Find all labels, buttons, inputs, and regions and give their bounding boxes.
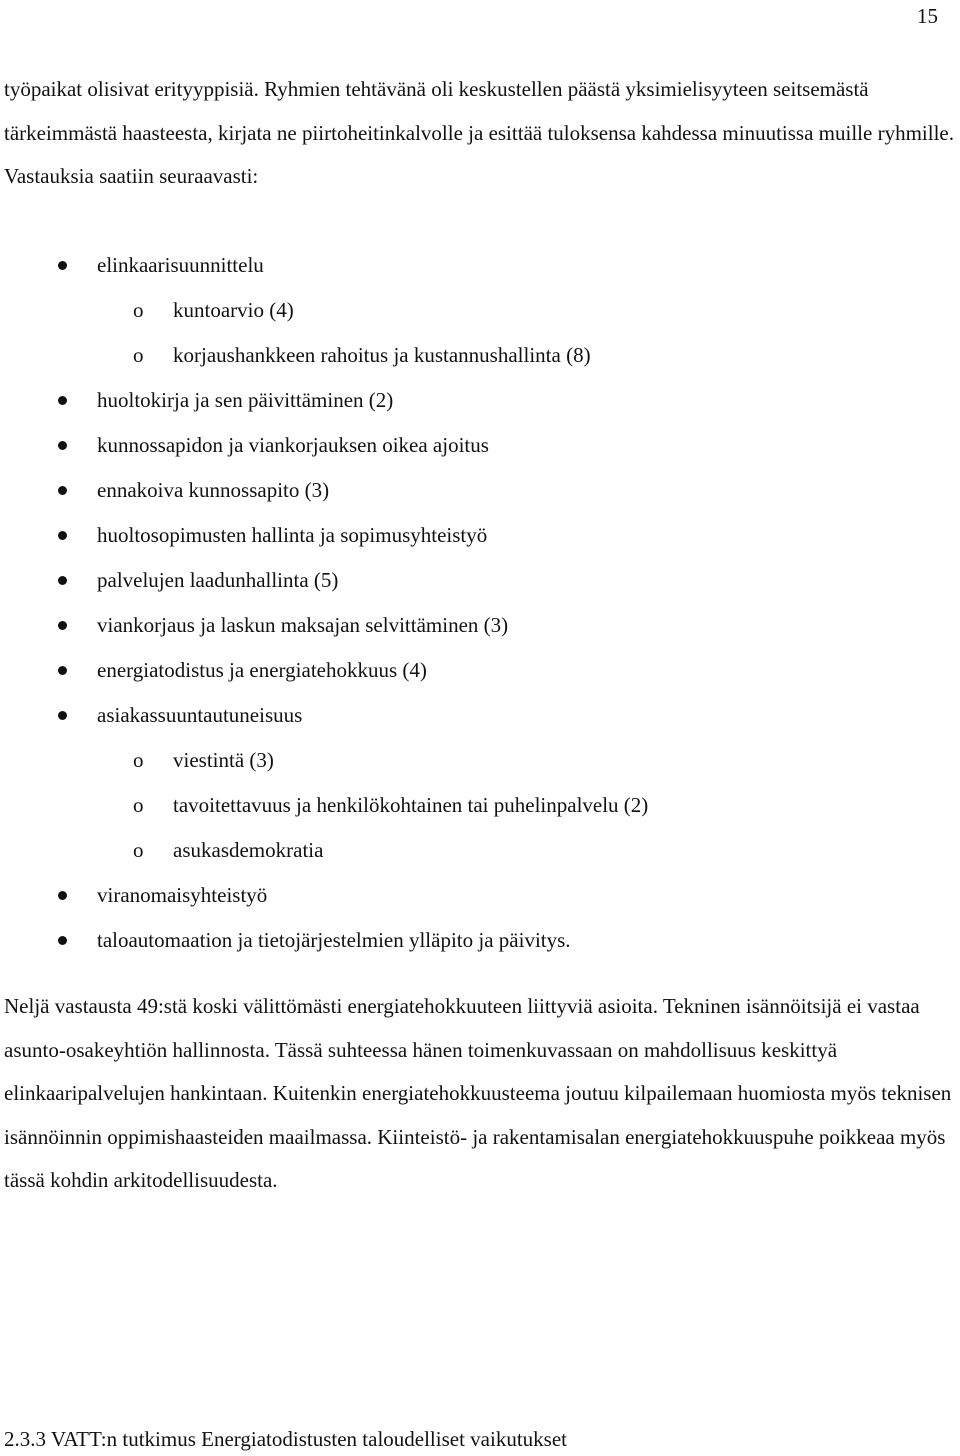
list-item-text: energiatodistus ja energiatehokkuus (4) [97, 658, 427, 682]
sub-list-item [0, 288, 950, 333]
list-item-text: huoltokirja ja sen päivittäminen (2) [97, 388, 394, 412]
bullet-icon [58, 261, 67, 270]
list-item [0, 558, 950, 603]
sub-list-item [0, 828, 950, 873]
sub-list-item [0, 333, 950, 378]
bullet-icon [58, 621, 67, 630]
sub-list-item [0, 783, 950, 828]
list-item-text: viestintä (3) [173, 748, 274, 772]
sub-bullet-marker: o [133, 838, 144, 862]
list-item-text: asukasdemokratia [173, 838, 324, 862]
list-item-text: elinkaarisuunnittelu [97, 253, 264, 277]
list-item-text: tavoitettavuus ja henkilökohtainen tai puhelinpalvelu (2) [173, 793, 649, 817]
list-item [0, 243, 950, 288]
answers-list [0, 243, 950, 963]
bullet-icon [58, 486, 67, 495]
list-item-text: taloautomaation ja tietojärjestelmien ylläpito ja päivitys. [97, 928, 571, 952]
section-heading: 2.3.3 VATT:n tutkimus Energiatodistusten taloudelliset vaikutukset [4, 1427, 568, 1451]
bullet-icon [58, 891, 67, 900]
sub-bullet-marker: o [133, 298, 144, 322]
list-item-text: palvelujen laadunhallinta (5) [97, 568, 339, 592]
sub-list-item [0, 738, 950, 783]
list-item [0, 648, 950, 693]
bullet-icon [58, 531, 67, 540]
closing-paragraph: Neljä vastausta 49:stä koski välittömästi energiatehokkuuteen liittyviä asioita. Tekninen isännöitsijä ei vastaa asunto-osakeyhtiön hallinnosta. Tässä suhteessa hänen toimenkuvassaan on mahdollisuus keskittyä elinkaaripalvelujen hankintaan. Kuitenkin energiatehokkuusteema joutuu kilpailemaan huomiosta myös teknisen isännöinnin oppimishaasteiden maailmassa. Kiinteistö- ja rakentamisalan energiatehokkuuspuhe poikkeaa myös tässä kohdin arkitodellisuudesta. [4, 994, 952, 1192]
bullet-icon [58, 441, 67, 450]
list-item-text: korjaushankkeen rahoitus ja kustannushallinta (8) [173, 343, 591, 367]
list-item [0, 918, 950, 963]
list-item-text: huoltosopimusten hallinta ja sopimusyhteistyö [97, 523, 488, 547]
sub-bullet-marker: o [133, 343, 144, 367]
list-item-text: asiakassuuntautuneisuus [97, 703, 303, 727]
list-item-text: ennakoiva kunnossapito (3) [97, 478, 330, 502]
list-item [0, 513, 950, 558]
bullet-icon [58, 396, 67, 405]
bullet-icon [58, 711, 67, 720]
bullet-icon [58, 936, 67, 945]
list-item-text: viankorjaus ja laskun maksajan selvittäminen (3) [97, 613, 509, 637]
page-number: 15 [917, 4, 938, 28]
list-item-text: viranomaisyhteistyö [97, 883, 268, 907]
list-item [0, 873, 950, 918]
list-item-text: kuntoarvio (4) [173, 298, 294, 322]
intro-paragraph: työpaikat olisivat erityyppisiä. Ryhmien tehtävänä oli keskustellen päästä yksimielisyyteen seitsemästä tärkeimmästä haasteesta, kirjata ne piirtoheitinkalvolle ja esittää tuloksensa kahdessa minuutissa muille ryhmille. Vastauksia saatiin seuraavasti: [4, 77, 954, 188]
sub-bullet-marker: o [133, 748, 144, 772]
list-item-text: kunnossapidon ja viankorjauksen oikea ajoitus [97, 433, 489, 457]
bullet-icon [58, 576, 67, 585]
bullet-icon [58, 666, 67, 675]
sub-bullet-marker: o [133, 793, 144, 817]
list-item [0, 693, 950, 738]
list-item [0, 468, 950, 513]
list-item [0, 423, 950, 468]
list-item [0, 378, 950, 423]
list-item [0, 603, 950, 648]
